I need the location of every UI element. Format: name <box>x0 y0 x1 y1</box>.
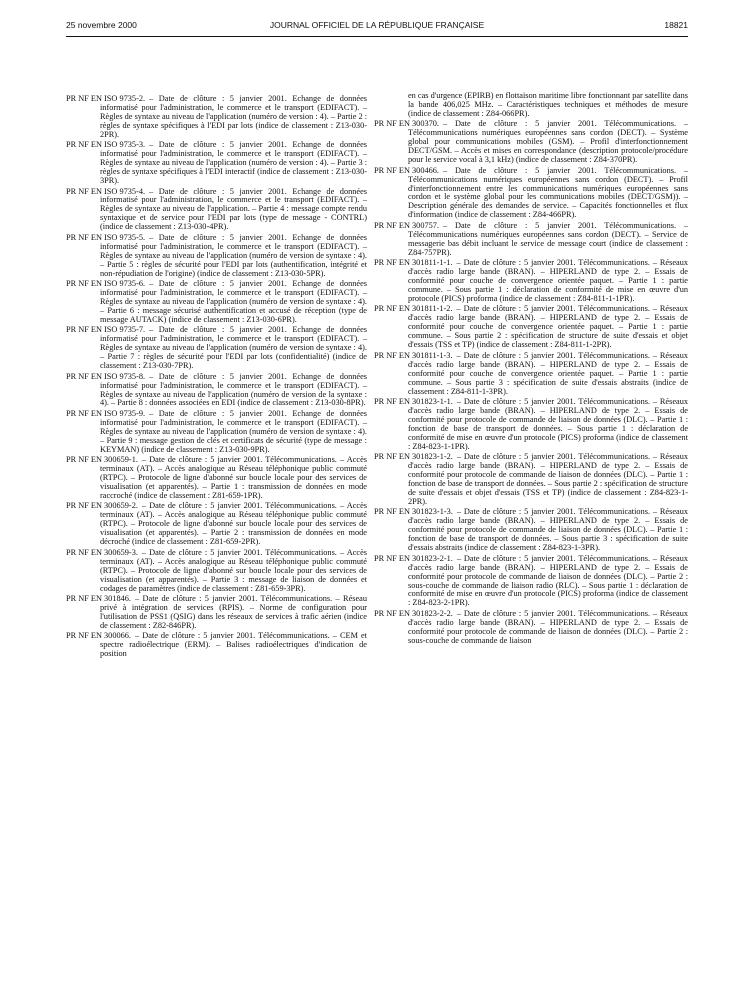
standard-description: – Date de clôture : 5 janvier 2001. Télécommunications. – Télécommunications numériques européennes sans cordon (DECT). – Profil d'interfonctionnement entre les communications numériques européennes sans cordon et le système global pour les communications mobiles (DECT/GSM)). – Description générale des demandes de service. – Capacités fonctionnelles et flux d'information (indice de classement : Z84-466PR). <box>408 165 688 220</box>
standard-reference: PR NF EN ISO 9735-7. <box>66 325 146 335</box>
header-page-number: 18821 <box>664 20 688 30</box>
standard-entry <box>66 456 367 501</box>
standard-entry <box>374 167 688 221</box>
standard-reference: PR NF EN 301823-1-3. <box>374 507 453 517</box>
standard-reference: PR NF EN ISO 9735-3. <box>66 140 146 150</box>
standard-description: – Date de clôture : 5 janvier 2001. Télécommunications. – Télécommunications numériques européennes sans cordon (DECT). – Système global pour communications mobiles (GSM). – Profil d'interfonctionnement DECT/GSM. – Accès et mises en correspondance (description protocole/procédure pour le service vocal à 3,1 kHz) (indice de classement : Z84-370PR). <box>408 119 688 165</box>
standard-reference: PR NF EN 300757. <box>374 220 440 230</box>
standard-entry <box>66 326 367 371</box>
standard-description: – Date de clôture : 5 janvier 2001. Echange de données informatisé pour l'administration, le commerce et le transport (EDIFACT). – Règles de syntaxe au niveau de l'application (numéro de version de syntaxe : 4). – Partie 7 : règles de sécurité pour l'EDI par lots (confidentialité) (indice de classement : Z13-030-7PR). <box>100 325 367 371</box>
standard-reference: PR NF EN 301846. <box>66 593 132 603</box>
standard-entry <box>66 632 367 659</box>
standard-description: – Date de clôture : 5 janvier 2001. Echange de données informatisé pour l'administration, le commerce et le transport (EDIFACT). – Règles de syntaxe au niveau de l'application (numéro de version : 4). – Partie 3 : règles de syntaxe spécifiques à l'EDI interactif (indice de classement : Z13-030-3PR). <box>100 140 367 186</box>
continuation-text: en cas d'urgence (EPIRB) en flottaison maritime libre fonctionnant par satellite dans la bande 406,025 MHz. – Caractéristiques techniques et méthodes de mesure (indice de classement : Z84-066PR). <box>408 91 688 118</box>
standard-description: – Date de clôture : 5 janvier 2001. Télécommunications. – Réseau privé à intégration de services (RPIS). – Norme de configuration pour l'utilisation de PSS1 (QSIG) dans les réseaux de services à trafic aérien (indice de classement : Z82-846PR). <box>100 593 367 630</box>
standard-entry <box>66 141 367 186</box>
standard-entry <box>66 95 367 140</box>
standard-entry <box>374 508 688 553</box>
standard-entry <box>66 373 367 409</box>
standard-reference: PR NF EN ISO 9735-2. <box>66 94 146 103</box>
standard-description: – Date de clôture : 5 janvier 2001. Echange de données informatisé pour l'administration, le commerce et le transport (EDIFACT). – Règles de syntaxe au niveau de l'application (numéro de version de la syntaxe : 4). – Partie 8 : données associées en EDI (indice de classement : Z13-030-8PR). <box>100 371 367 408</box>
standard-description: – Date de clôture : 5 janvier 2001. Télécommunications. – Accès terminaux (AT). – Accès analogique au Réseau téléphonique public commuté (RTPC). – Protocole de ligne d'abonné sur boucle locale pour des services de visualisation (et apparentés). – Partie 2 : transmission de données en mode décroché (indice de classement : Z81-659-2PR). <box>100 501 367 547</box>
standard-reference: PR NF EN 300659-3. <box>66 547 138 557</box>
columns <box>66 91 688 975</box>
standard-reference: PR NF EN 301811-1-1. <box>374 258 453 268</box>
standard-description: – Date de clôture : 5 janvier 2001. Echange de données informatisé pour l'administration, le commerce et le transport (EDIFACT). – Règles de syntaxe au niveau de l'application (numéro de version de syntaxe : 4). – Partie 5 : règles de sécurité pour l'EDI par lots (authentification, intégrité et non-répudiation de l'origine) (indice de classement : Z13-030-5PR). <box>100 232 367 278</box>
standard-reference: PR NF EN 300659-2. <box>66 501 138 511</box>
standard-entry <box>374 398 688 452</box>
standard-entry <box>66 410 367 455</box>
standard-reference: PR NF EN 300066. <box>66 631 132 641</box>
standard-description: – Date de clôture : 5 janvier 2001. Télécommunications. – Télécommunications numériques européennes sans cordon (DECT). – Service de messagerie bas débit incluant le service de message court (indice de classement : Z84-757PR). <box>408 220 688 257</box>
standard-reference: PR NF EN 301811-1-3. <box>374 350 453 360</box>
right-column <box>374 92 688 647</box>
header-title: JOURNAL OFFICIEL DE LA RÉPUBLIQUE FRANÇAISE <box>269 20 485 30</box>
standard-entry <box>374 610 688 646</box>
standard-description: – Date de clôture : 5 janvier 2001. Echange de données informatisé pour l'administration, le commerce et le transport (EDIFACT). – Règles de syntaxe au niveau de l'application (numéro de version : 4). – Partie 2 : règles de syntaxe spécifiques à l'EDI par lots (indice de classement : Z13-030-2PR). <box>100 94 367 139</box>
standard-entry <box>374 259 688 304</box>
standard-entry <box>374 305 688 350</box>
standard-entry <box>66 502 367 547</box>
standard-description: – Date de clôture : 5 janvier 2001. Télécommunications. – Réseaux d'accès radio large bande (BRAN). – HIPERLAND de type 2. – Essais de conformité pour couche de convergence orientée paquet. – Partie 1 : partie commune. – Sous partie 2 : spécification de structure de suite d'essais et objet d'essais (TSS et TP) (indice de classement : Z84-811-1-2PR). <box>408 304 688 350</box>
standard-description: – Date de clôture : 5 janvier 2001. Télécommunications. – Réseaux d'accès radio large bande (BRAN). – HIPERLAND de type 2. – Essais de conformité pour protocole de commande de liaison de données (DLC). – Partie 2 : sous-couche de commande de liaison radio (RLC). – Sous partie 1 : déclaration de conformité de mise en œuvre d'un protocole (PICS) proforma (indice de classement : Z84-823-2-1PR). <box>408 553 688 608</box>
standard-entry <box>374 555 688 609</box>
page-header <box>66 20 688 34</box>
standard-description: – Date de clôture : 5 janvier 2001. Télécommunications. – Réseaux d'accès radio large bande (BRAN). – HIPERLAND de type 2. – Essais de conformité pour couche de convergence orientée paquet. – Partie 1 : partie commune. – Sous partie 1 : déclaration de conformité de mise en œuvre d'un protocole (PICS) proforma (indice de classement : Z84-811-1-1PR). <box>408 258 688 303</box>
standard-description: – Date de clôture : 5 janvier 2001. Télécommunications. – Réseaux d'accès radio large bande (BRAN). – HIPERLAND de type 2. – Essais de conformité pour protocole de commande de liaison de données (DLC). – Partie 1 : fonction de base de transport de données. – Sous partie 2 : spécification de structure de suite d'essais et objet d'essais (TSS et TP) (indice de classement : Z84-823-1-2PR). <box>408 452 688 506</box>
header-date: 25 novembre 2000 <box>66 20 137 30</box>
standard-reference: PR NF EN 300659-1. <box>66 455 138 465</box>
standard-entry <box>66 188 367 233</box>
standard-description: – Date de clôture : 5 janvier 2001. Télécommunications. – Réseaux d'accès radio large bande (BRAN). – HIPERLAND de type 2. – Essais de conformité pour couche de convergence orientée paquet. – Partie 1 : partie commune. – Sous partie 3 : spécification de suite d'essais abstraits (indice de classement : Z84-811-1-3PR). <box>408 350 688 396</box>
standard-reference: PR NF EN 301823-2-2. <box>374 608 453 618</box>
standard-reference: PR NF EN 301823-2-1. <box>374 553 453 563</box>
standard-reference: PR NF EN 301823-1-2. <box>374 452 453 462</box>
standard-reference: PR NF EN ISO 9735-6. <box>66 279 146 289</box>
standard-reference: PR NF EN 300466. <box>374 165 440 175</box>
standard-description: – Date de clôture : 5 janvier 2001. Télécommunications. – Réseaux d'accès radio large bande (BRAN). – HIPERLAND de type 2. – Essais de conformité pour protocole de commande de liaison de données (DLC). – Partie 2 : sous-couche de commande de liaison <box>408 608 688 645</box>
standard-entry <box>374 222 688 258</box>
standard-reference: PR NF EN 301811-1-2. <box>374 304 453 314</box>
standard-reference: PR NF EN ISO 9735-5. <box>66 232 146 242</box>
standard-description: – Date de clôture : 5 janvier 2001. Télécommunications. – Accès terminaux (AT). – Accès analogique au Réseau téléphonique public commuté (RTPC). – Protocole de ligne d'abonné sur boucle locale pour des services de visualisation (et apparentés). – Partie 1 : transmission de données en mode raccroché (indice de classement : Z81-659-1PR). <box>100 455 367 500</box>
standard-description: – Date de clôture : 5 janvier 2001. Télécommunications. – Réseaux d'accès radio large bande (BRAN). – HIPERLAND de type 2. – Essais de conformité pour protocole de commande de liaison de données (DLC). – Partie 1 : fonction de base de transport de données. – Sous partie 1 : déclaration de conformité de mise en œuvre d'un protocole (PICS) proforma (indice de classement : Z84-823-1-1PR). <box>408 396 688 451</box>
standard-entry <box>66 549 367 594</box>
standard-entry <box>374 352 688 397</box>
standard-description: – Date de clôture : 5 janvier 2001. Echange de données informatisé pour l'administration, le commerce et le transport (EDIFACT). – Règles de syntaxe au niveau de l'application (numéro de version de syntaxe : 4). – Partie 9 : message gestion de clés et certificats de sécurité (type de message : KEYMAN) (indice de classement : Z13-030-9PR). <box>100 408 367 454</box>
standard-description: – Date de clôture : 5 janvier 2001. Télécommunications. – Accès terminaux (AT). – Accès analogique au Réseau téléphonique public commuté (RTPC). – Protocole de ligne d'abonné sur boucle locale pour des services de visualisation (et apparentés). – Partie 3 : message de liaison de données et codages de paramètres (indice de classement : Z81-659-3PR). <box>100 547 367 593</box>
standard-reference: PR NF EN 301823-1-1. <box>374 396 453 406</box>
standard-description: – Date de clôture : 5 janvier 2001. Télécommunications. – CEM et spectre radioélectrique (ERM). – Balises radioélectriques d'indication de position <box>100 631 367 659</box>
standard-entry <box>66 234 367 279</box>
standard-description: – Date de clôture : 5 janvier 2001. Echange de données informatisé pour l'administration, le commerce et le transport (EDIFACT). – Règles de syntaxe au niveau de l'application (numéro de version de syntaxe : 4). – Partie 6 : message sécurisé authentification et accusé de réception (type de message AUTACK) (indice de classement : Z13-030-6PR). <box>100 279 367 324</box>
standard-description: – Date de clôture : 5 janvier 2001. Echange de données informatisé pour l'administration, le commerce et le transport (EDIFACT). – Règles de syntaxe au niveau de l'application. – Partie 4 : message compte rendu syntaxique et de service pour l'EDI par lots (type de message - CONTRL) (indice de classement : Z13-030-4PR). <box>100 186 367 232</box>
left-column <box>66 95 367 661</box>
standard-reference: PR NF EN ISO 9735-9. <box>66 408 146 418</box>
standard-entry <box>66 280 367 325</box>
standard-description: – Date de clôture : 5 janvier 2001. Télécommunications. – Réseaux d'accès radio large bande (BRAN). – HIPERLAND de type 2. – Essais de conformité pour protocole de commande de liaison de données (DLC). – Partie 1 : fonction de base de transport de données. – Sous partie 3 : spécification de suite d'essais abstraits (indice de classement : Z84-823-1-3PR). <box>408 507 688 553</box>
standard-entry <box>374 120 688 165</box>
standard-entry <box>66 595 367 631</box>
header-rule <box>66 36 688 37</box>
standard-entry <box>374 453 688 507</box>
standard-reference: PR NF EN ISO 9735-4. <box>66 186 146 196</box>
standard-reference: PR NF EN ISO 9735-8. <box>66 371 146 381</box>
standard-reference: PR NF EN 300370. <box>374 119 440 129</box>
